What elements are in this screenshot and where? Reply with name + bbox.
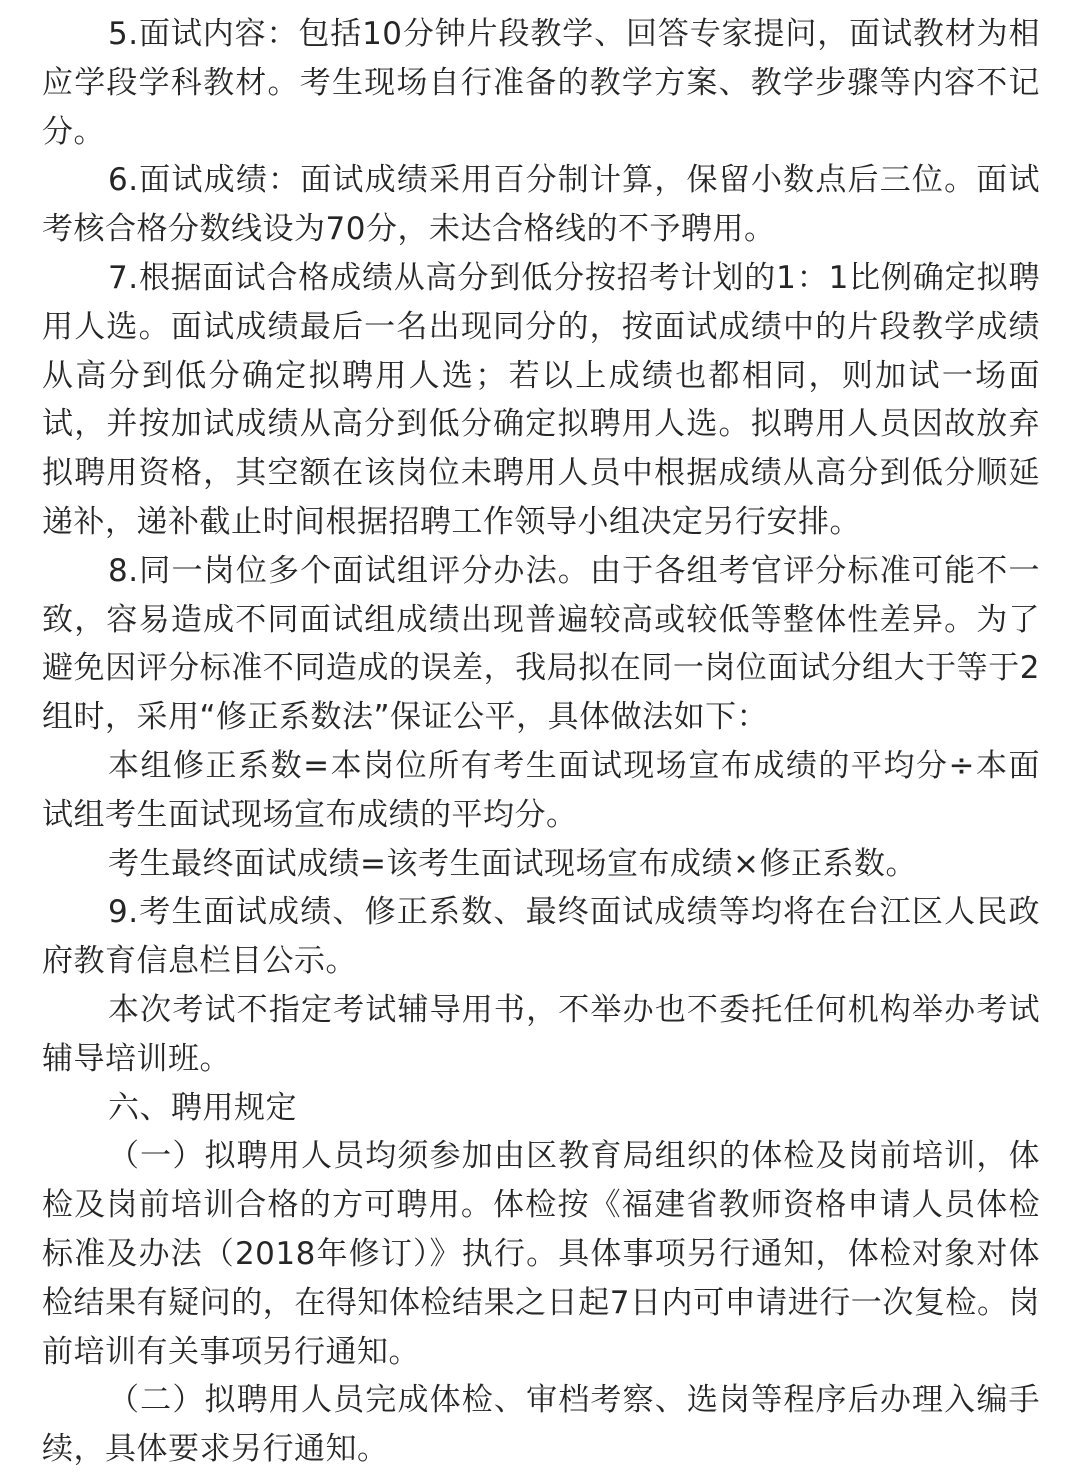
paragraph-interview-content: 5.面试内容：包括10分钟片段教学、回答专家提问，面试教材为相应学段学科教材。考生现场自行准备的教学方案、教学步骤等内容不记分。 [42,16,1040,150]
paragraph-medical-exam-training: （一）拟聘用人员均须参加由区教育局组织的体检及岗前培训，体检及岗前培训合格的方可聘用。体检按《福建省教师资格申请人员体检标准及办法（2018年修订）》执行。具体事项另行通知，体检对象对体检结果有疑问的，在得知体检结果之日起7日内可申请进行一次复检。岗前培训有关事项另行通知。 [42,1138,1040,1370]
paragraph-candidate-selection: 7.根据面试合格成绩从高分到低分按招考计划的1：1比例确定拟聘用人选。面试成绩最后一名出现同分的，按面试成绩中的片段教学成绩从高分到低分确定拟聘用人选；若以上成绩也都相同，则加试一场面试，并按加试成绩从高分到低分确定拟聘用人选。拟聘用人员因故放弃拟聘用资格，其空额在该岗位未聘用人员中根据成绩从高分到低分顺延递补，递补截止时间根据招聘工作领导小组决定另行安排。 [42,259,1040,540]
paragraph-publication: 9.考生面试成绩、修正系数、最终面试成绩等均将在台江区人民政府教育信息栏目公示。 [42,894,1040,980]
section-heading-employment-rules: 六、聘用规定 [108,1089,297,1126]
paragraph-no-tutoring: 本次考试不指定考试辅导用书，不举办也不委托任何机构举办考试辅导培训班。 [42,991,1040,1077]
paragraph-interview-score: 6.面试成绩：面试成绩采用百分制计算，保留小数点后三位。面试考核合格分数线设为70分，未达合格线的不予聘用。 [42,162,1040,248]
paragraph-correction-coefficient: 本组修正系数=本岗位所有考生面试现场宣布成绩的平均分÷本面试组考生面试现场宣布成绩的平均分。 [42,747,1040,833]
paragraph-final-score-formula: 考生最终面试成绩=该考生面试现场宣布成绩×修正系数。 [108,845,917,882]
paragraph-multi-group-scoring: 8.同一岗位多个面试组评分办法。由于各组考官评分标准可能不一致，容易造成不同面试组成绩出现普遍较高或较低等整体性差异。为了避免因评分标准不同造成的误差，我局拟在同一岗位面试分组大于等于2组时，采用“修正系数法”保证公平，具体做法如下： [42,552,1040,736]
paragraph-enrollment-procedure: （二）拟聘用人员完成体检、审档考察、选岗等程序后办理入编手续，具体要求另行通知。 [42,1382,1040,1468]
